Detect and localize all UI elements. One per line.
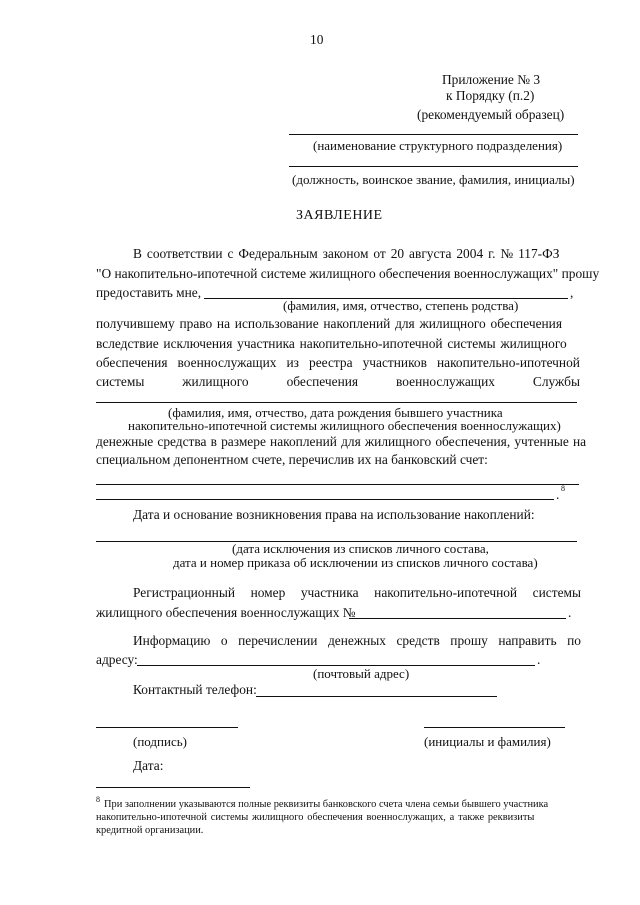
info-line-1 [133,633,581,649]
footnote-line-3: кредитной организации. [96,825,204,836]
body-line-7 [96,374,580,390]
address-line-end: . [537,652,541,667]
body-line-7-word: системы [96,374,145,389]
annex-line-1: Приложение № 3 [442,72,541,87]
official-hint: (должность, воинское звание, фамилия, инициалы) [292,172,575,187]
body-line-4: получившему право на использование накоплений для жилищного обеспечения [96,316,563,331]
basis-label: Дата и основание возникновения права на использование накоплений: [133,507,535,522]
document-title: ЗАЯВЛЕНИЕ [296,208,383,223]
signature-hint: (подпись) [133,734,187,749]
body-line-6-word: обеспечения [96,355,168,370]
bank-account-line-2 [96,499,554,500]
annex-line-3: (рекомендуемый образец) [417,107,565,122]
body-line-2: "О накопительно-ипотечной системе жилищного обеспечения военнослужащих" прошу [96,266,600,281]
body-line-6-word: из [286,355,299,370]
department-hint: (наименование структурного подразделения) [313,138,563,153]
info-word: средств [396,633,440,648]
footnote-separator [96,787,250,788]
body-line-7-word: обеспечения [286,374,359,389]
address-hint: (почтовый адрес) [313,666,410,681]
info-word: перечислении [238,633,318,648]
official-field-line [289,166,578,167]
body-line-7-word: военнослужащих [396,374,495,389]
relation-hint: (фамилия, имя, отчество, степень родства) [283,298,519,313]
basis-hint-1: (дата исключения из списков личного состава, [232,541,489,556]
body-line-5: вследствие исключения участника накопительно-ипотечной системы жилищного [96,336,567,351]
bank-account-line-end: . [556,487,560,502]
date-label: Дата: [133,758,164,773]
body-line-6-word: военнослужащих [177,355,277,370]
basis-hint-2: дата и номер приказа об исключении из списков личного состава) [173,555,538,570]
info-word: направить [498,633,557,648]
registration-line-1 [133,585,581,601]
body-line-3-prefix: предоставить мне, [96,285,202,300]
body-line-3-suffix: , [570,285,574,300]
body-line-7-word: Службы [532,374,580,389]
footnote-line-1: При заполнении указываются полные реквизиты банковского счета члена семьи бывшего участника [104,799,549,810]
info-word: денежных [327,633,386,648]
address-label: адресу: [96,652,138,667]
signature-field-line [96,727,238,728]
registration-line-2-prefix: жилищного обеспечения военнослужащих № [96,605,356,620]
info-word: о [220,633,228,648]
bank-account-line-1 [96,484,579,485]
body-line-6-word: реестра [309,355,353,370]
name-hint: (инициалы и фамилия) [424,734,551,749]
footnote-mark: 8 [96,795,100,804]
former-participant-hint-1: (фамилия, имя, отчество, дата рождения бывшего участника [168,405,503,420]
former-participant-field-line [96,402,577,403]
info-word: прошу [450,633,488,648]
registration-word: номер [250,585,286,600]
name-field-line [424,727,565,728]
body-line-7-word: жилищного [182,374,249,389]
registration-word: накопительно-ипотечной [374,585,518,600]
info-word: по [567,633,581,648]
registration-word: участника [300,585,359,600]
body-line-1: В соответствии с Федеральным законом от 20 августа 2004 г. № 117-ФЗ [133,246,560,261]
annex-line-2: к Порядку (п.2) [446,88,535,103]
info-word: Информацию [133,633,211,648]
page-number: 10 [310,32,324,47]
phone-label: Контактный телефон: [133,682,257,697]
body-line-6 [96,355,580,371]
footnote-mark-ref: 8 [561,484,565,493]
phone-field-line [256,696,497,697]
body-line-9: специальном депонентном счете, перечислив их на банковский счет: [96,452,488,467]
registration-number-field-line [349,618,566,619]
body-line-8: денежные средства в размере накоплений для жилищного обеспечения, учтенные на [96,434,587,449]
body-line-6-word: участников [362,355,427,370]
registration-word: системы [532,585,581,600]
registration-word: Регистрационный [133,585,235,600]
footnote-line-2: накопительно-ипотечной системы жилищного обеспечения военнослужащих, а также реквизиты [96,812,535,823]
former-participant-hint-2: накопительно-ипотечной системы жилищного обеспечения военнослужащих) [128,418,561,433]
registration-line-2-suffix: . [568,605,572,620]
body-line-6-word: накопительно-ипотечной [437,355,580,370]
department-field-line [289,134,578,135]
